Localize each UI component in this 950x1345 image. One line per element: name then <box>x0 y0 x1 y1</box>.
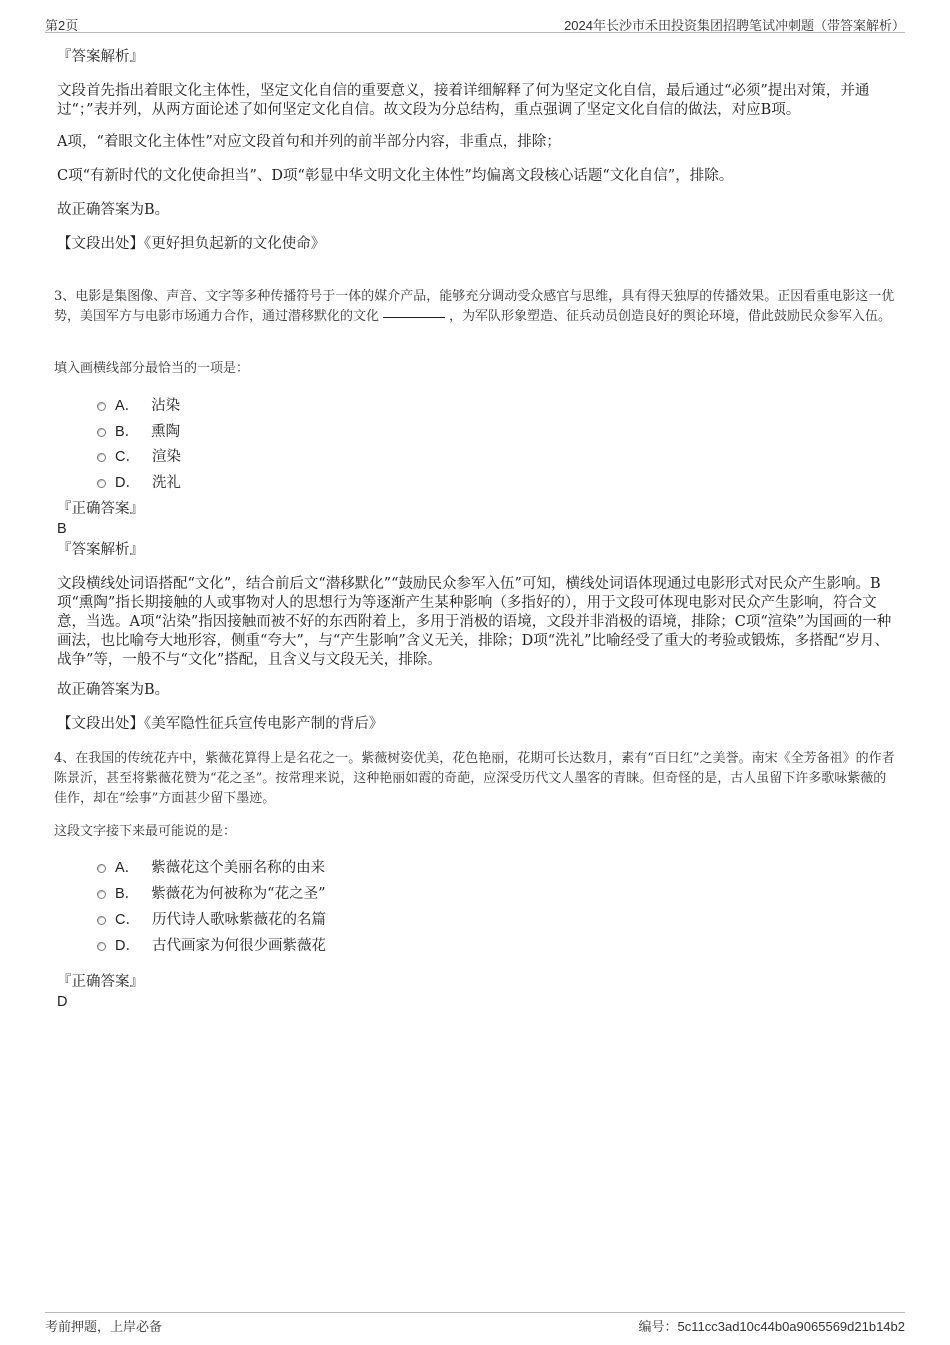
option-text: 熏陶 <box>151 424 181 440</box>
option-b[interactable] <box>97 884 326 904</box>
page-footer <box>45 1312 905 1335</box>
option-letter: C． <box>115 449 140 465</box>
option-letter: A． <box>115 398 140 414</box>
option-text: 紫薇花为何被称为“花之圣” <box>151 886 326 902</box>
option-letter: B． <box>115 424 140 440</box>
option-a[interactable] <box>97 396 180 416</box>
option-letter: C． <box>115 912 140 928</box>
option-text: 沾染 <box>151 398 181 414</box>
code-value: 5c11cc3ad10c44b0a9065569d21b14b2 <box>677 1319 905 1334</box>
radio-icon[interactable] <box>97 428 106 437</box>
question-4-prompt: 这段文字接下来最可能说的是： <box>54 824 237 839</box>
option-letter: D． <box>115 475 140 491</box>
analysis-label: 『答案解析』 <box>57 49 144 65</box>
option-c[interactable] <box>97 910 326 930</box>
analysis-note-a: A项，“着眼文化主体性”对应文段首句和并列的前半部分内容，非重点，排除； <box>57 134 561 150</box>
conclusion: 故正确答案为B。 <box>57 202 170 218</box>
source-citation: 【文段出处】《更好担负起新的文化使命》 <box>57 236 326 252</box>
answer-value: D <box>57 994 68 1010</box>
option-text: 古代画家为何很少画紫薇花 <box>151 938 326 954</box>
radio-icon[interactable] <box>97 890 106 899</box>
option-a[interactable] <box>97 858 325 878</box>
footer-slogan: 考前押题，上岸必备 <box>45 1320 163 1335</box>
blank-line <box>383 317 445 318</box>
page-number: 第2页 <box>45 18 79 33</box>
option-text: 渲染 <box>151 449 181 465</box>
analysis-note-cd: C项“有新时代的文化使命担当”、D项“彰显中华文明文化主体性”均偏离文段核心话题“文化自信”，排除。 <box>57 168 734 184</box>
conclusion: 故正确答案为B。 <box>57 682 170 698</box>
radio-icon[interactable] <box>97 402 106 411</box>
question-3-text <box>54 287 899 327</box>
option-b[interactable] <box>97 422 180 442</box>
analysis-text: 文段首先指出着眼文化主体性，坚定文化自信的重要意义，接着详细解释了何为坚定文化自信，最后通过“必须”提出对策，并通过“；”表并列，从两方面论述了如何坚定文化自信。故文段为分总结构，重点强调了坚定文化自信的做法，对应B项。 <box>57 83 870 118</box>
analysis-text: 文段横线处词语搭配“文化”，结合前后文“潜移默化”“鼓励民众参军入伍”可知，横线处词语体现通过电影形式对民众产生影响。B项“熏陶”指长期接触的人或事物对人的思想行为等逐渐产生某种影响（多指好的），用于文段可体现电影对民众产生影响，符合文意，当选。A项“沾染”指因接触而被不好的东西附着上，多用于消极的语境，文段并非消极的语境，排除；C项“渲染”为国画的一种画法，也比喻夸大地形容，侧重“夸大”，与“产生影响”含义无关，排除；D项“洗礼”比喻经受了重大的考验或锻炼，多搭配“岁月、战争”等，一般不与“文化”搭配，且含义与文段无关，排除。 <box>57 576 892 668</box>
option-letter: D． <box>115 938 140 954</box>
document-title: 2024年长沙市禾田投资集团招聘笔试冲刺题（带答案解析） <box>564 18 905 33</box>
radio-icon[interactable] <box>97 916 106 925</box>
option-c[interactable] <box>97 447 181 467</box>
question-3-text-before: 3、电影是集图像、声音、文字等多种传播符号于一体的媒介产品，能够充分调动受众感官与思维，具有得天独厚的传播效果。正因看重电影这一优势，美国军方与电影市场通力合作，通过潜移默化的文化 <box>54 289 895 324</box>
option-text: 历代诗人歌咏紫薇花的名篇 <box>151 912 326 928</box>
question-3-text-after: ，为军队形象塑造、征兵动员创造良好的舆论环境，借此鼓励民众参军入伍。 <box>449 309 892 324</box>
answer-label: 『正确答案』 <box>57 501 144 517</box>
question-3-prompt: 填入画横线部分最恰当的一项是： <box>54 361 250 376</box>
radio-icon[interactable] <box>97 453 106 462</box>
option-text: 洗礼 <box>151 475 181 491</box>
option-text: 紫薇花这个美丽名称的由来 <box>151 860 326 876</box>
analysis-label: 『答案解析』 <box>57 542 144 558</box>
option-d[interactable] <box>97 473 181 493</box>
source-citation: 【文段出处】《美军隐性征兵宣传电影产制的背后》 <box>57 716 384 732</box>
question-4-text: 4、在我国的传统花卉中，紫薇花算得上是名花之一。紫薇树姿优美，花色艳丽，花期可长达数月，素有“百日红”之美誉。南宋《全芳备祖》的作者陈景沂，甚至将紫薇花赞为“花之圣”。按常理来说，这种艳丽如霞的奇葩，应深受历代文人墨客的青睐。但奇怪的是，古人虽留下许多歌咏紫薇的佳作，却在“绘事”方面甚少留下墨迹。 <box>54 751 895 806</box>
answer-label: 『正确答案』 <box>57 974 144 990</box>
code-label: 编号： <box>638 1320 678 1335</box>
option-d[interactable] <box>97 936 326 956</box>
page-header <box>45 12 905 33</box>
document-code <box>639 1316 906 1335</box>
radio-icon[interactable] <box>97 864 106 873</box>
radio-icon[interactable] <box>97 942 106 951</box>
answer-value: B <box>57 521 67 537</box>
option-letter: A． <box>115 860 140 876</box>
radio-icon[interactable] <box>97 479 106 488</box>
option-letter: B． <box>115 886 140 902</box>
